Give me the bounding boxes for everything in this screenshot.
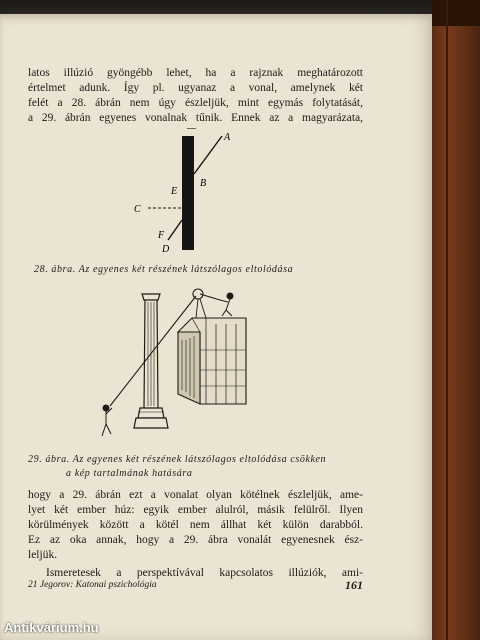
figure-28-caption: 28. ábra. Az egyenes két részének látszólagos eltolódása: [34, 264, 294, 275]
figure-29-caption-line1: 29. ábra. Az egyenes két részének látszólagos eltolódása csökken: [28, 454, 327, 465]
fig29-bottom-man: [102, 405, 112, 436]
text-line: értelmet adunk. Így pl. ugyanaz a vonal, amelynek két: [28, 82, 363, 94]
text-line: Ismeretesek a perspektívával kapcsolatos illúziók, ami-: [46, 567, 363, 579]
text-line: Ez az oka annak, hogy a 29. ábra vonalát egyenesnek ész-: [28, 534, 363, 546]
cover-spine-line: [446, 0, 448, 640]
fig28-label-c: C: [134, 204, 141, 215]
text-line: felét a 28. ábrán nem úgy észleljük, mint egymás folytatását,: [28, 97, 363, 109]
text-line: a 29. ábrán egyenes vonalnak tűnik. Ennek az a magyarázata,: [28, 112, 363, 124]
text-line: latos illúzió gyöngébb lehet, ha a rajznak meghatározott: [28, 67, 363, 79]
fig28-black-bar: [182, 136, 194, 250]
fig28-label-e: E: [171, 186, 178, 197]
fig28-upper-segment: [194, 136, 222, 174]
fig28-label-d: D: [162, 244, 170, 255]
page-footer: [28, 580, 363, 594]
fig28-lower-segment: [168, 220, 182, 240]
figure-29-caption-line2: a kép tartalmának hatására: [66, 468, 193, 479]
figure-28-drawing: [120, 128, 250, 256]
fig29-rope-upper: [200, 294, 220, 300]
text-line: lyet két ember húz: egyik ember alulról, másik felülről. Ilyen: [28, 504, 363, 516]
paragraph-top: [28, 66, 363, 126]
watermark: Antikvárium.hu: [4, 620, 99, 635]
text-line: hogy a 29. ábrán ezt a vonalat olyan kötélnek észleljük, ame-: [28, 489, 363, 501]
book-cover-edge: [432, 0, 480, 640]
text-line: körülmények között a kötél nem állhat két külön darabból.: [28, 519, 363, 531]
fig28-label-a: A: [224, 132, 231, 143]
paragraph-last: [28, 566, 363, 581]
cover-top-shadow: [432, 0, 480, 26]
footer-signature: 21 Jegorov: Katonai pszichológia: [28, 580, 157, 590]
fig29-top-man: [220, 293, 233, 316]
fig28-label-f: F: [158, 230, 165, 241]
paragraph-bottom: [28, 488, 363, 563]
figure-29-drawing: [96, 280, 266, 444]
text-line: leljük.: [28, 549, 58, 561]
fig28-label-b: B: [200, 178, 207, 189]
fig29-column: [134, 294, 168, 428]
page-number: 161: [345, 578, 363, 592]
